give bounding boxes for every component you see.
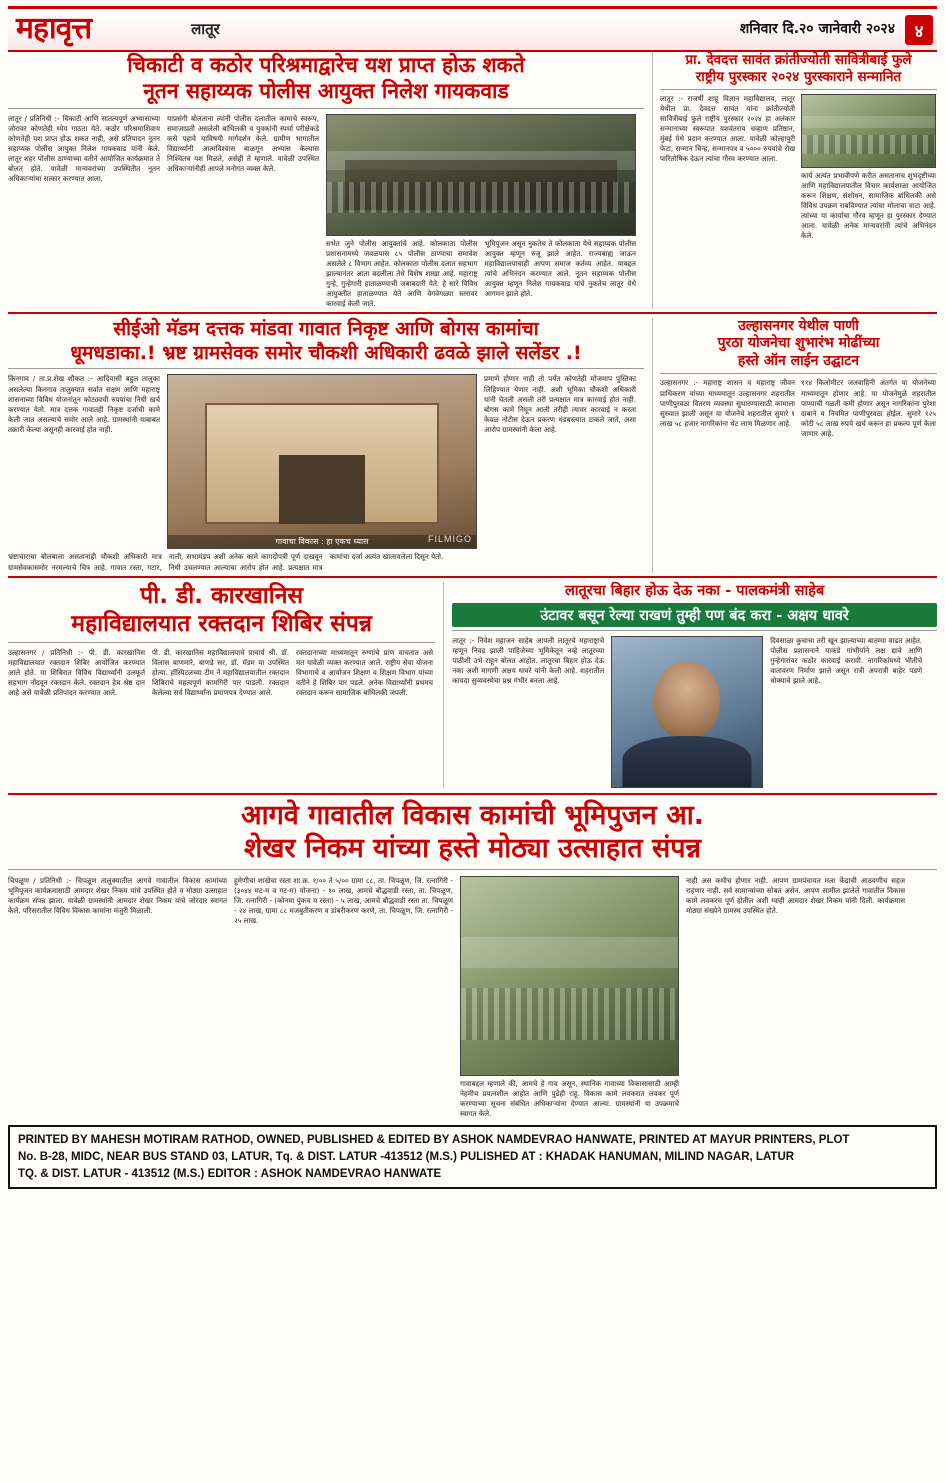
ceo-col-1: किनगाव / ता.प्र.शेख शौकत :- आदिवासी बहुल तालुका असलेल्या किनगाव तालुक्यात सर्वात सक्षम आणि महाराष्ट्र शासनाच्या विविध योजनांतून कोट्यवधी रुपयांचा निधी खर्च करण्यात येतो. मात्र दत्तक गावातही निकृष्ट दर्जाची कामे केली जात असल्याचे समोर आले आहे. ग्रामस्थांनी याबाबत तक्रारी केल्या असूनही कारवाई होत नाही.: [8, 374, 160, 434]
bottom-col-1: चिपळूण / प्रतिनिधी :- चिपळूण तालुक्यातील आगवे गावातील विकास कामांच्या भूमिपूजन कार्यक्रमासाठी आमदार शेखर निकम यांचे उपस्थित होते व मोठ्या उत्साहात कार्यक्रम संपन्न झाला. यावेळी ग्रामस्थांनी आमदार शेखर निकम यांचे जोरदार स्वागत केले. परिसरातील विविध विकास कामांना मंजुरी मिळाली.: [8, 876, 227, 916]
topright-headline-line2: राष्ट्रीय पुरस्कार २०२४ पुरस्काराने सन्मानित: [695, 68, 902, 85]
ceo-col-2: भ्रष्टाचाराचा बोलबाला असतानाही चौकशी अधिकारी मात्र ग्रामसेवकासमोर नरमल्याचे चित्र आहे. गावात रस्ता, गटार, नाली, सभामंडप अशी अनेक कामे कागदोपत्री पूर्ण दाखवून निधी उचलण्यात आल्याचा आरोप होत आहे. प्रत्यक्षात मात्र कामांचा दर्जा अत्यंत खालावलेला दिसून येतो.: [8, 552, 444, 572]
ceo-headline-line2: धूमधडाका.! भ्रष्ट ग्रामसेवक समोर चौकशी अधिकारी ढवळे झाले सलेंडर .!: [70, 341, 582, 364]
ulhasnagar-headline-line2: पुरठा योजनेचा शुभारंभ मोढींच्या: [717, 335, 880, 352]
newspaper-title: महावृत्त: [16, 10, 92, 46]
blood-camp-story: [8, 582, 435, 788]
ulhasnagar-headline-line1: उल्हासनगर येथील पाणी: [738, 317, 859, 334]
ulhasnagar-col-2: ११४ किलोमीटर जलवाहिनी अंतर्गत या योजनेच्या माध्यमातून होणार आहे. या योजनेमुळे शहरातील पाण्याची गळती कमी होणार असून नागरिकांना पुरेशा दाबाने व नियमित पाणीपुरवठा होईल. सुमारे १२५ कोटी ५८ लाख रुपये खर्च करून हा प्रकल्प पूर्ण केला जाणार आहे.: [801, 378, 936, 438]
ceo-photo: [167, 374, 477, 549]
lead-col-1: लातूर / प्रतिनिधी :- चिकाटी आणि सातत्यपूर्ण अभ्यासाच्या जोरावर कोणतेही ध्येय गाठता येते. कठोर परिश्रमाशिवाय कोणतेही यश प्राप्त होऊ शकत नाही, असे प्रतिपादन नूतन सहाय्यक पोलीस आयुक्त निलेश गायकवाड यांनी केले. लातूर शहर पोलीस ठाण्याच्या वतीने आयोजित कार्यक्रमात ते बोलत होते. यावेळी मान्यवरांच्या उपस्थितीत नूतन अधिकाऱ्यांचा सत्कार करण्यात आला.: [8, 113, 160, 183]
lead-col-2: याप्रसंगी बोलताना त्यांनी पोलीस दलातील कामाचे स्वरूप, समाजाप्रती असलेली बांधिलकी व युवकांनी स्पर्धा परीक्षेकडे कसे पहावे याविषयी मार्गदर्शन केले. ग्रामीण भागातील विद्यार्थ्यांनी आत्मविश्वास बाळगून अभ्यास केल्यास निश्चितच यश मिळते, असेही ते म्हणाले. यावेळी उपस्थित अधिकाऱ्यांनीही आपले मनोगत व्यक्त केले.: [167, 113, 319, 173]
imprint-line-2: No. B-28, MIDC, NEAR BUS STAND 03, LATUR, Tq. & DIST. LATUR -413512 (M.S.) PULISHED AT : KHADAK HANUMAN, MILIND NAGAR, LATUR: [18, 1151, 795, 1164]
palakmantri-headline-line2: उंटावर बसून रेल्या राखणं तुम्ही पण बंद करा - अक्षय धावरे: [452, 603, 937, 627]
ceo-photo-caption: गावाचा विकास : हा एकच ध्यास: [168, 535, 476, 548]
top-right-story: [652, 52, 937, 309]
bottom-headline-line1: आगवे गावातील विकास कामांची भूमिपुजन आ.: [240, 799, 704, 831]
section-middle: [8, 582, 937, 788]
ceo-headline-line1: सीईओ मॅडम दत्तक मांडवा गावात निकृष्ट आणि बोगस कामांचा: [113, 317, 539, 340]
lead-col-3: सभेत जुने पोलीस आयुक्तांचे आहे. कोलकाता पोलीस प्रशासनामध्ये जवळपास ८५ पोलीस ठाण्याचा समावेश असलेले ८ विभाग आहेत. कोलकाता पोलीस दलात सहभाग झाल्यानंतर आता बदलीला तेथे विशेष शाखा आहे. महाराष्ट्र गुन्हे, गुन्हेगारी हाताळण्याची जबाबदारी येते. हे सारे विविध आयुक्तीत हाताळण्यात येते आणि वेगवेगळ्या स्तरावर कारवाई केली जाते.: [326, 238, 478, 308]
lead-col-4: भूमिपूजन असून नुकतेच ते कोलकाता येथे सहाय्यक पोलीस आयुक्त म्हणून रुजू झाले आहेत. राज्यबाह्य जाऊन महाविद्यालयाचाही आपण समाज कर्तव्य आहेत. याबद्दल त्यांचे अभिनंदन करण्यात आले. नूतन सहाय्यक पोलीस आयुक्त म्हणून निलेश गायकवाड यांचे नुकतेच लातूर येथे आगमन झाले होते.: [484, 238, 636, 298]
bottom-headline-line2: शेखर निकम यांच्या हस्ते मोठ्या उत्साहात संपन्न: [243, 833, 702, 865]
section-bottom: [8, 793, 937, 1120]
bloodcamp-col-2: पी. डी. कारखानिस महाविद्यालयाचे प्राचार्य श्री. डॉ. विलास बाणमारे, बाणडे सर, डॉ. मॅडम या उपस्थित होत्या. हॉस्पिटलच्या टीम ने महाविद्यालयातील रक्तदान शिबिराचे महत्वपूर्ण कामगिरी पार पाडली. रक्तदान केलेल्या सर्व विद्यार्थ्यांना प्रमाणपत्र देण्यात आले.: [152, 648, 289, 698]
bottom-col-3: गावाबद्दल म्हणाले की, आमचे हे गाव असून, स्थानिक गावाच्या विकासासाठी आम्ही नेहमीच प्रयत्नशील आहोत आणि पुढेही राहू. विकास कामे लवकरात लवकर पूर्ण करण्याच्या सूचना संबंधित अधिकाऱ्यांना देण्यात आल्या. ग्रामस्थांनी या उपक्रमाचे स्वागत केले.: [460, 1079, 679, 1119]
ceo-photo-watermark: FILMIGO: [427, 534, 472, 545]
section-lead: [8, 52, 937, 309]
ulhasnagar-headline-line3: हस्ते ऑन लाईन उद्घाटन: [737, 352, 860, 369]
bloodcamp-col-1: उल्हासनगर / प्रतिनिधी :- पी. डी. कारखानिस महाविद्यालयात रक्तदान शिबिर आयोजित करण्यात आले होते. या शिबिरात विविध विद्यार्थ्यांनी उत्स्फूर्त सहभाग नोंदवून रक्तदान केले. रक्तदान हेच श्रेष्ठ दान आहे असे यावेळी प्रतिपादन करण्यात आले.: [8, 648, 145, 698]
imprint-box: [8, 1125, 937, 1189]
bottom-col-2: हुमेणीचा शाखेचा रस्ता शा.क्र. १/०० ते ५/०० ग्रामा ८८, ता. चिपळूण, जि. रत्नागिरी - (३०४४ मट-म व गट-म) योजना) - १० लाख, आमचे बौद्धवाडी रस्ता, ता. चिपळूण, जि. रत्नागिरी - (कोनमा पुंकच य रस्ता) - ५ लाख, आमचे बौद्धवाडी रस्ता ता. चिपळूण - २४ लाख, ग्रामा ८८ मजबुतीकरण व डांबरीकरण करणे, ता. चिपळूण, जि. रत्नागिरी - २५ लाख.: [234, 876, 453, 926]
palakmantri-col-1: लातूर :- निवेश महाजन साहेब आपली लातूरचे महाराष्ट्राचे म्हणून निवड झाली पाहिजेच्या भूमिकेतून नव्हे लातूरच्या पाठीशी उभे राहून बोलत आहोत. लातूरचा बिहार होऊ देऊ नका अशी मागणी अक्षय धावरे यांनी केली आहे. शहरातील कायदा सुव्यवस्थेचा प्रश्न गंभीर बनला आहे.: [452, 635, 605, 685]
ulhasnagar-story: [652, 318, 937, 573]
topright-col-2: कार्य अत्यंत प्रभावीपणे करीत असतानाच शुभदृष्टीच्या आणि महाविद्यालयातील विचार कार्यशाळा आयोजित करून शिक्षण, संशोधन, सामाजिक बांधिलकी असे विविध उपक्रम राबविण्यात त्यांचा मोलाचा वाटा आहे. त्यांच्या या कार्याचा गौरव म्हणून हा पुरस्कार देण्यात आला. यावेळी अनेक मान्यवरांनी त्यांचे अभिनंदन केले.: [801, 170, 936, 241]
lead-headline-line2: नूतन सहाय्यक पोलीस आयुक्त निलेश गायकवाड: [143, 79, 509, 104]
ceo-col-3: प्रमाणे होणार नाही तो पर्यंत कोणतेही मोजमाप पुस्तिका लिहिण्यात येणार नाही. अशी भूमिका चौकशी अधिकारी यांनी घेतली असली तरी प्रत्यक्षात मात्र कारवाई होत नाही. बोगस कामे निघून आली तरीही त्यावर कारवाई न करता केवळ नोटीस देऊन प्रकरण थंडबस्त्यात टाकले जाते, असा आरोप ग्रामस्थांनी केला आहे.: [484, 374, 636, 434]
topright-col-1: लातूर :- राजर्षी शाहू विज्ञान महाविद्यालय, लातूर येथील प्रा. देवदत्त सावंत यांना क्रांतीज्योती सावित्रीबाई फुले राष्ट्रीय पुरस्कार २०२४ हा अलंकार सन्मानाच्या स्वरूपात यशवंतराव चव्हाण प्रतिष्ठान, मुंबई येथे प्रदान करण्यात आला. यावेळी कोल्हापुरी फेटा, सन्मान चिन्ह, सन्मानपत्र व ५००० रुपयांचे रोख पारितोषिक देऊन त्यांचा गौरव करण्यात आला.: [660, 93, 795, 164]
ceo-story: [8, 318, 644, 573]
palakmantri-headline-line1: लातूरचा बिहार होऊ देऊ नका - पालकमंत्री साहेब: [564, 582, 825, 599]
palakmantri-story: [443, 582, 937, 788]
bloodcamp-headline-line2: महाविद्यालयात रक्तदान शिबिर संपन्न: [71, 611, 372, 638]
masthead: [8, 6, 937, 52]
bottom-col-4: नाही अस कधीच होणार नाही. आपण ग्रामपंचायत मला केंद्राची आठवणीच सहज राहणार नाही. सर्व सामान्यांच्या सोबत असेन. आपण सामील झालेले गावातील विकास कामे लवकरच पूर्ण होतील अशी ग्वाही आमदार शेखर निकम यांनी दिली. कार्यक्रमास मोठ्या संख्येने ग्रामस्थ उपस्थित होते.: [686, 876, 905, 916]
lead-story: [8, 52, 644, 309]
bottom-photo: [460, 876, 679, 1076]
topright-photo: [801, 94, 936, 168]
section-ceo: [8, 318, 937, 573]
palakmantri-portrait-photo: [611, 636, 763, 788]
topright-headline-line1: प्रा. देवदत्त सावंत क्रांतीज्योती सावित्रीबाई फुले: [685, 52, 912, 68]
imprint-line-1: PRINTED BY MAHESH MOTIRAM RATHOD, OWNED, PUBLISHED & EDITED BY ASHOK NAMDEVRAO HANWATE, PRINTED AT MAYUR PRINTERS, PLOT: [18, 1134, 850, 1147]
imprint-line-3: TQ. & DIST. LATUR - 413512 (M.S.) EDITOR : ASHOK NAMDEVRAO HANWATE: [18, 1167, 442, 1180]
publication-date: शनिवार दि.२० जानेवारी २०२४: [739, 21, 895, 37]
lead-photo: [326, 114, 636, 236]
page-number-badge: ४: [905, 15, 933, 45]
bloodcamp-col-3: रक्तदानाच्या माध्यमातून रुग्णांचे प्राण वाचतात असे मत यावेळी व्यक्त करण्यात आले. राष्ट्रीय सेवा योजना विभागाचे व आयोजन शिक्षण व शिक्षण विभाग यांच्या वतीने हे शिबिर पार पडले. अनेक विद्यार्थ्यांनी प्रथमच रक्तदान करून सामाजिक बांधिलकी जपली.: [296, 648, 433, 698]
lead-headline-line1: चिकाटी व कठोर परिश्रमाद्वारेच यश प्राप्त होऊ शकते: [127, 53, 525, 77]
edition-label: लातूर: [191, 19, 220, 38]
bloodcamp-headline-line1: पी. डी. कारखानिस: [140, 582, 304, 609]
ulhasnagar-col-1: उल्हासनगर :- महाराष्ट्र शासन व महाराष्ट्र जीवन प्राधिकरण यांच्या माध्यमातून उल्हासनगर शहरातील पाणीपुरवठा वितरण व्यवस्था सुधारण्यासाठी कामाला सुरुवात झाली असून या योजनेचे शहरातील सुमारे १ लाख ५८ हजार नागरिकांना थेट लाभ मिळणार आहे.: [660, 378, 795, 428]
palakmantri-col-2: दिवसाळा कुचाचा तरी खून झाल्याच्या बातम्या वाढत आहेत. पोलीस प्रशासनाने याकडे गांभीर्याने लक्ष द्यावे आणि गुन्हेगारांवर कठोर कारवाई करावी. नागरिकांमध्ये भीतीचे वातावरण निर्माण झाले असून रात्री अपरात्री बाहेर पडणे धोक्याचे झाले आहे.: [770, 635, 923, 685]
